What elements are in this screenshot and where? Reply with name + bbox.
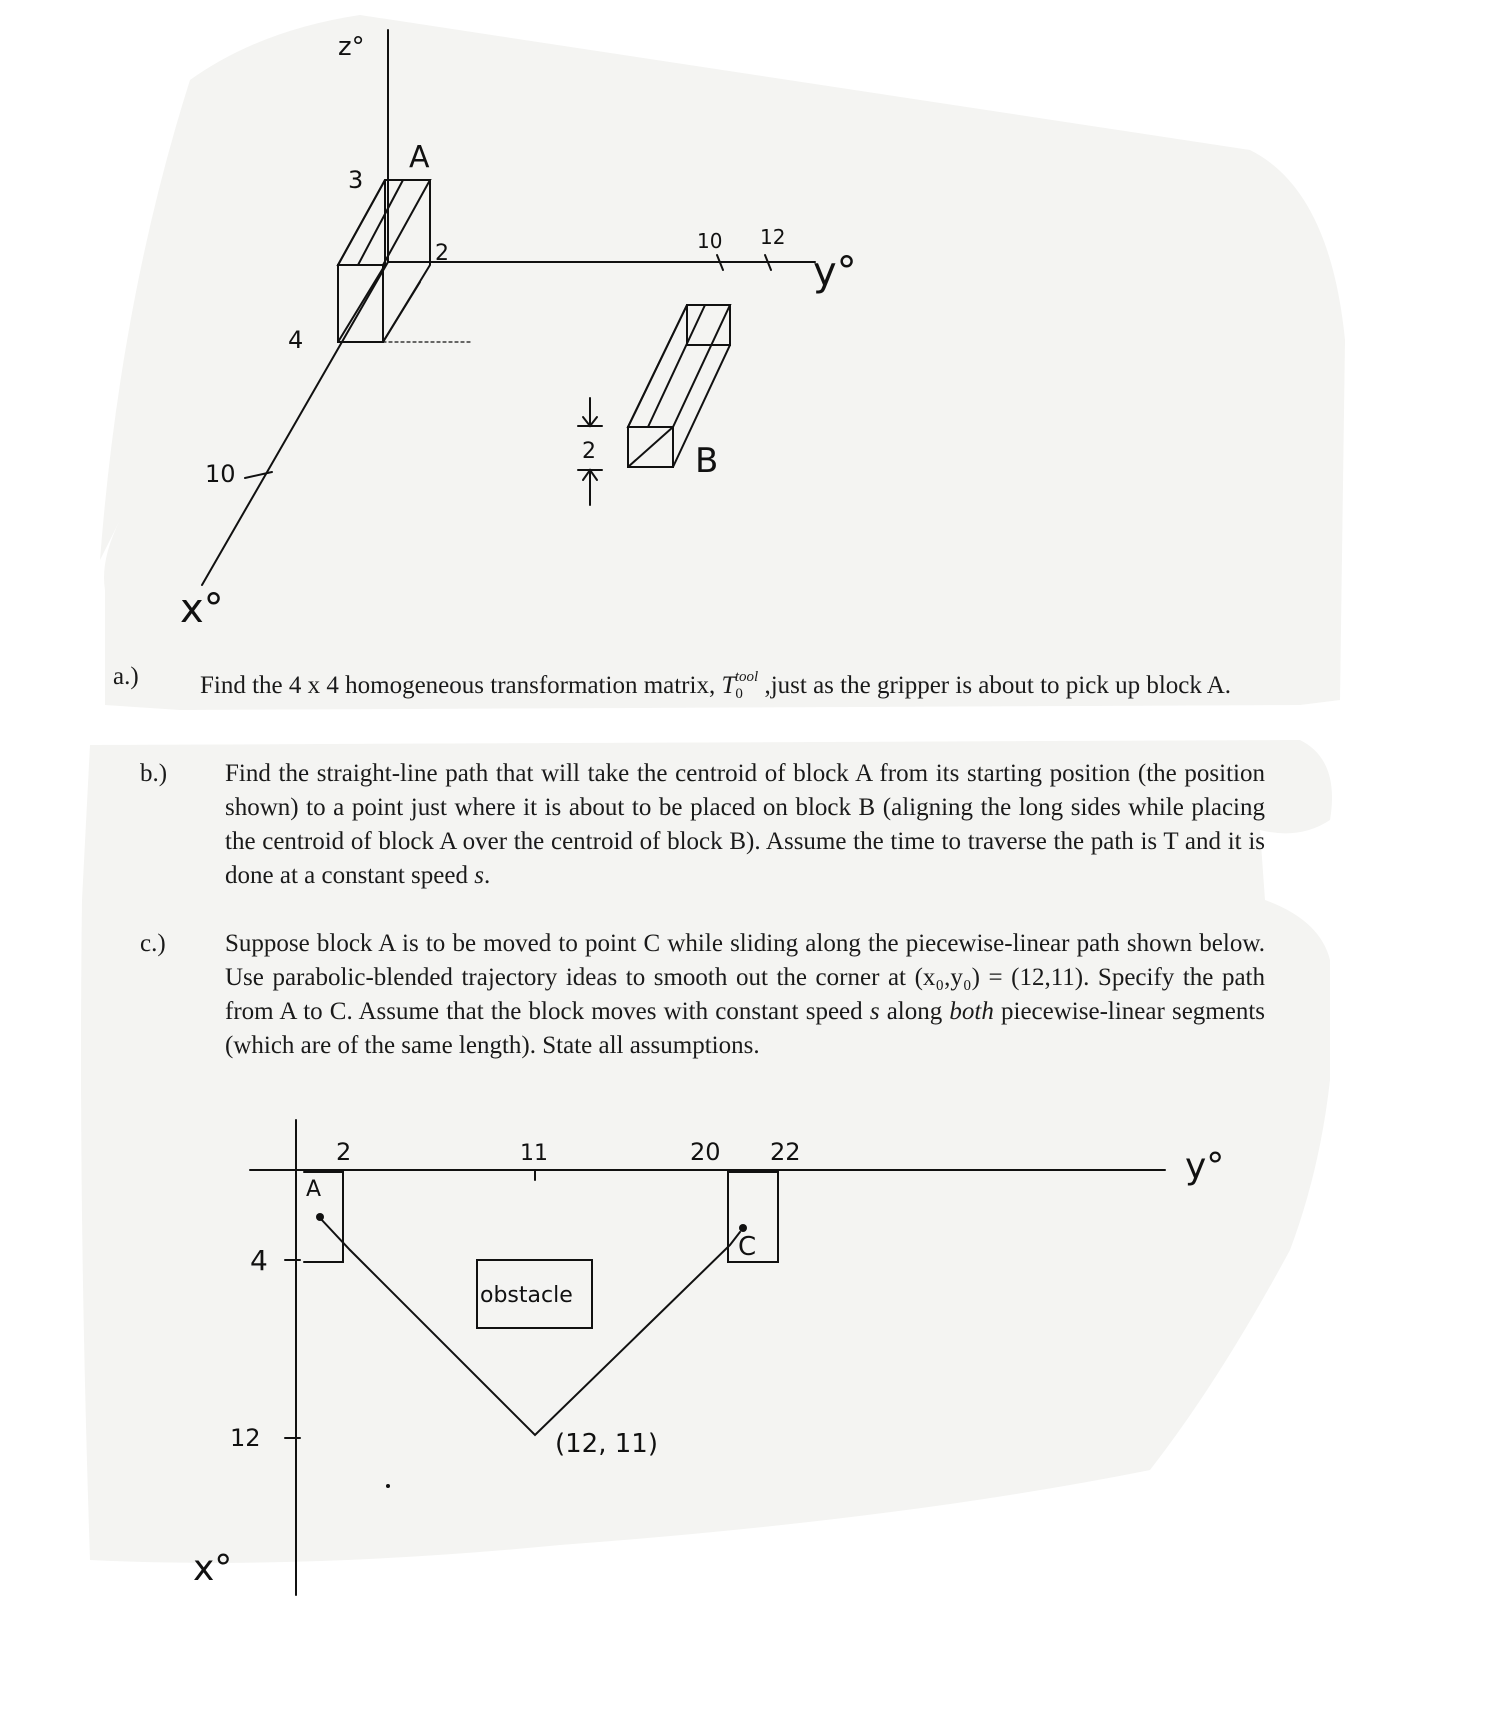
z-axis-label: z° bbox=[338, 32, 365, 62]
y-axis-label-2: y° bbox=[1185, 1146, 1225, 1187]
block-a-label: A bbox=[409, 140, 430, 175]
tick-label-20: 20 bbox=[690, 1138, 721, 1166]
tick-label-3: 3 bbox=[348, 166, 364, 194]
question-a-label: a.) bbox=[113, 663, 139, 690]
tick-label-y-12: 12 bbox=[760, 225, 786, 249]
y-axis-label: y° bbox=[813, 249, 857, 295]
emphasis-both: both bbox=[949, 998, 994, 1025]
question-c-part1: Suppose block A is to be moved to point C while sliding along the piecewise-linear path shown below. Use parabolic-blended trajectory ideas to smooth out the corner at bbox=[225, 930, 1265, 991]
question-b-label: b.) bbox=[140, 760, 168, 787]
block-a-centroid bbox=[316, 1213, 324, 1221]
question-c-label: c.) bbox=[140, 930, 166, 957]
tick-label-y-10: 10 bbox=[697, 229, 723, 253]
dimension-2-label: 2 bbox=[582, 439, 596, 464]
point-c-marker bbox=[739, 1224, 747, 1232]
matrix-subscript: 0 bbox=[735, 686, 743, 702]
corner-point-label: (12, 11) bbox=[555, 1429, 658, 1459]
corner-point-expression: (x₀,y₀) = (12,11) bbox=[914, 964, 1084, 991]
point-c-label: C bbox=[738, 1232, 757, 1262]
x-axis-label-2: x° bbox=[193, 1548, 233, 1589]
obstacle-label: obstacle bbox=[480, 1283, 573, 1308]
tick-label-2: 2 bbox=[435, 241, 449, 266]
question-c-part4: piecewise-linear segments (which are of the same length). State all assumptions. bbox=[225, 998, 1266, 1059]
tick-label-12-x: 12 bbox=[230, 1424, 261, 1452]
question-c-part3: along bbox=[879, 998, 950, 1025]
matrix-symbol: T bbox=[721, 672, 736, 699]
question-a-text-before: Find the 4 x 4 homogeneous transformation matrix, bbox=[200, 672, 722, 699]
speed-symbol-b: s bbox=[474, 862, 484, 889]
speed-symbol-c: s bbox=[869, 998, 880, 1025]
tick-label-4: 4 bbox=[288, 326, 304, 354]
question-b-text-after: . bbox=[483, 862, 491, 889]
matrix-superscript: tool bbox=[734, 669, 759, 685]
question-c-part2: . Specify the path from A to C. Assume that the block moves with constant speed bbox=[225, 964, 1266, 1025]
x-axis-label: x° bbox=[180, 586, 224, 632]
tick-label-22: 22 bbox=[770, 1138, 801, 1166]
block-a-label-2: A bbox=[306, 1177, 322, 1202]
tick-label-4-x: 4 bbox=[250, 1244, 268, 1277]
piecewise-linear-path bbox=[320, 1218, 740, 1435]
question-b-text-before: Find the straight-line path that will take the centroid of block A from its starting position (the position shown) to a point just where it is about to be placed on block B (aligning the long sides while placing the centroid of block A over the centroid of block B). Assume the time to traverse the path is T and it is done at a constant speed bbox=[225, 760, 1265, 889]
tick-label-x-10: 10 bbox=[205, 460, 236, 488]
stray-mark bbox=[386, 1484, 390, 1488]
question-a-text-after: ,just as the gripper is about to pick up block A. bbox=[758, 672, 1232, 699]
tick-label-2: 2 bbox=[336, 1138, 352, 1166]
tick-label-11: 11 bbox=[520, 1141, 548, 1166]
block-b-label: B bbox=[695, 441, 719, 481]
